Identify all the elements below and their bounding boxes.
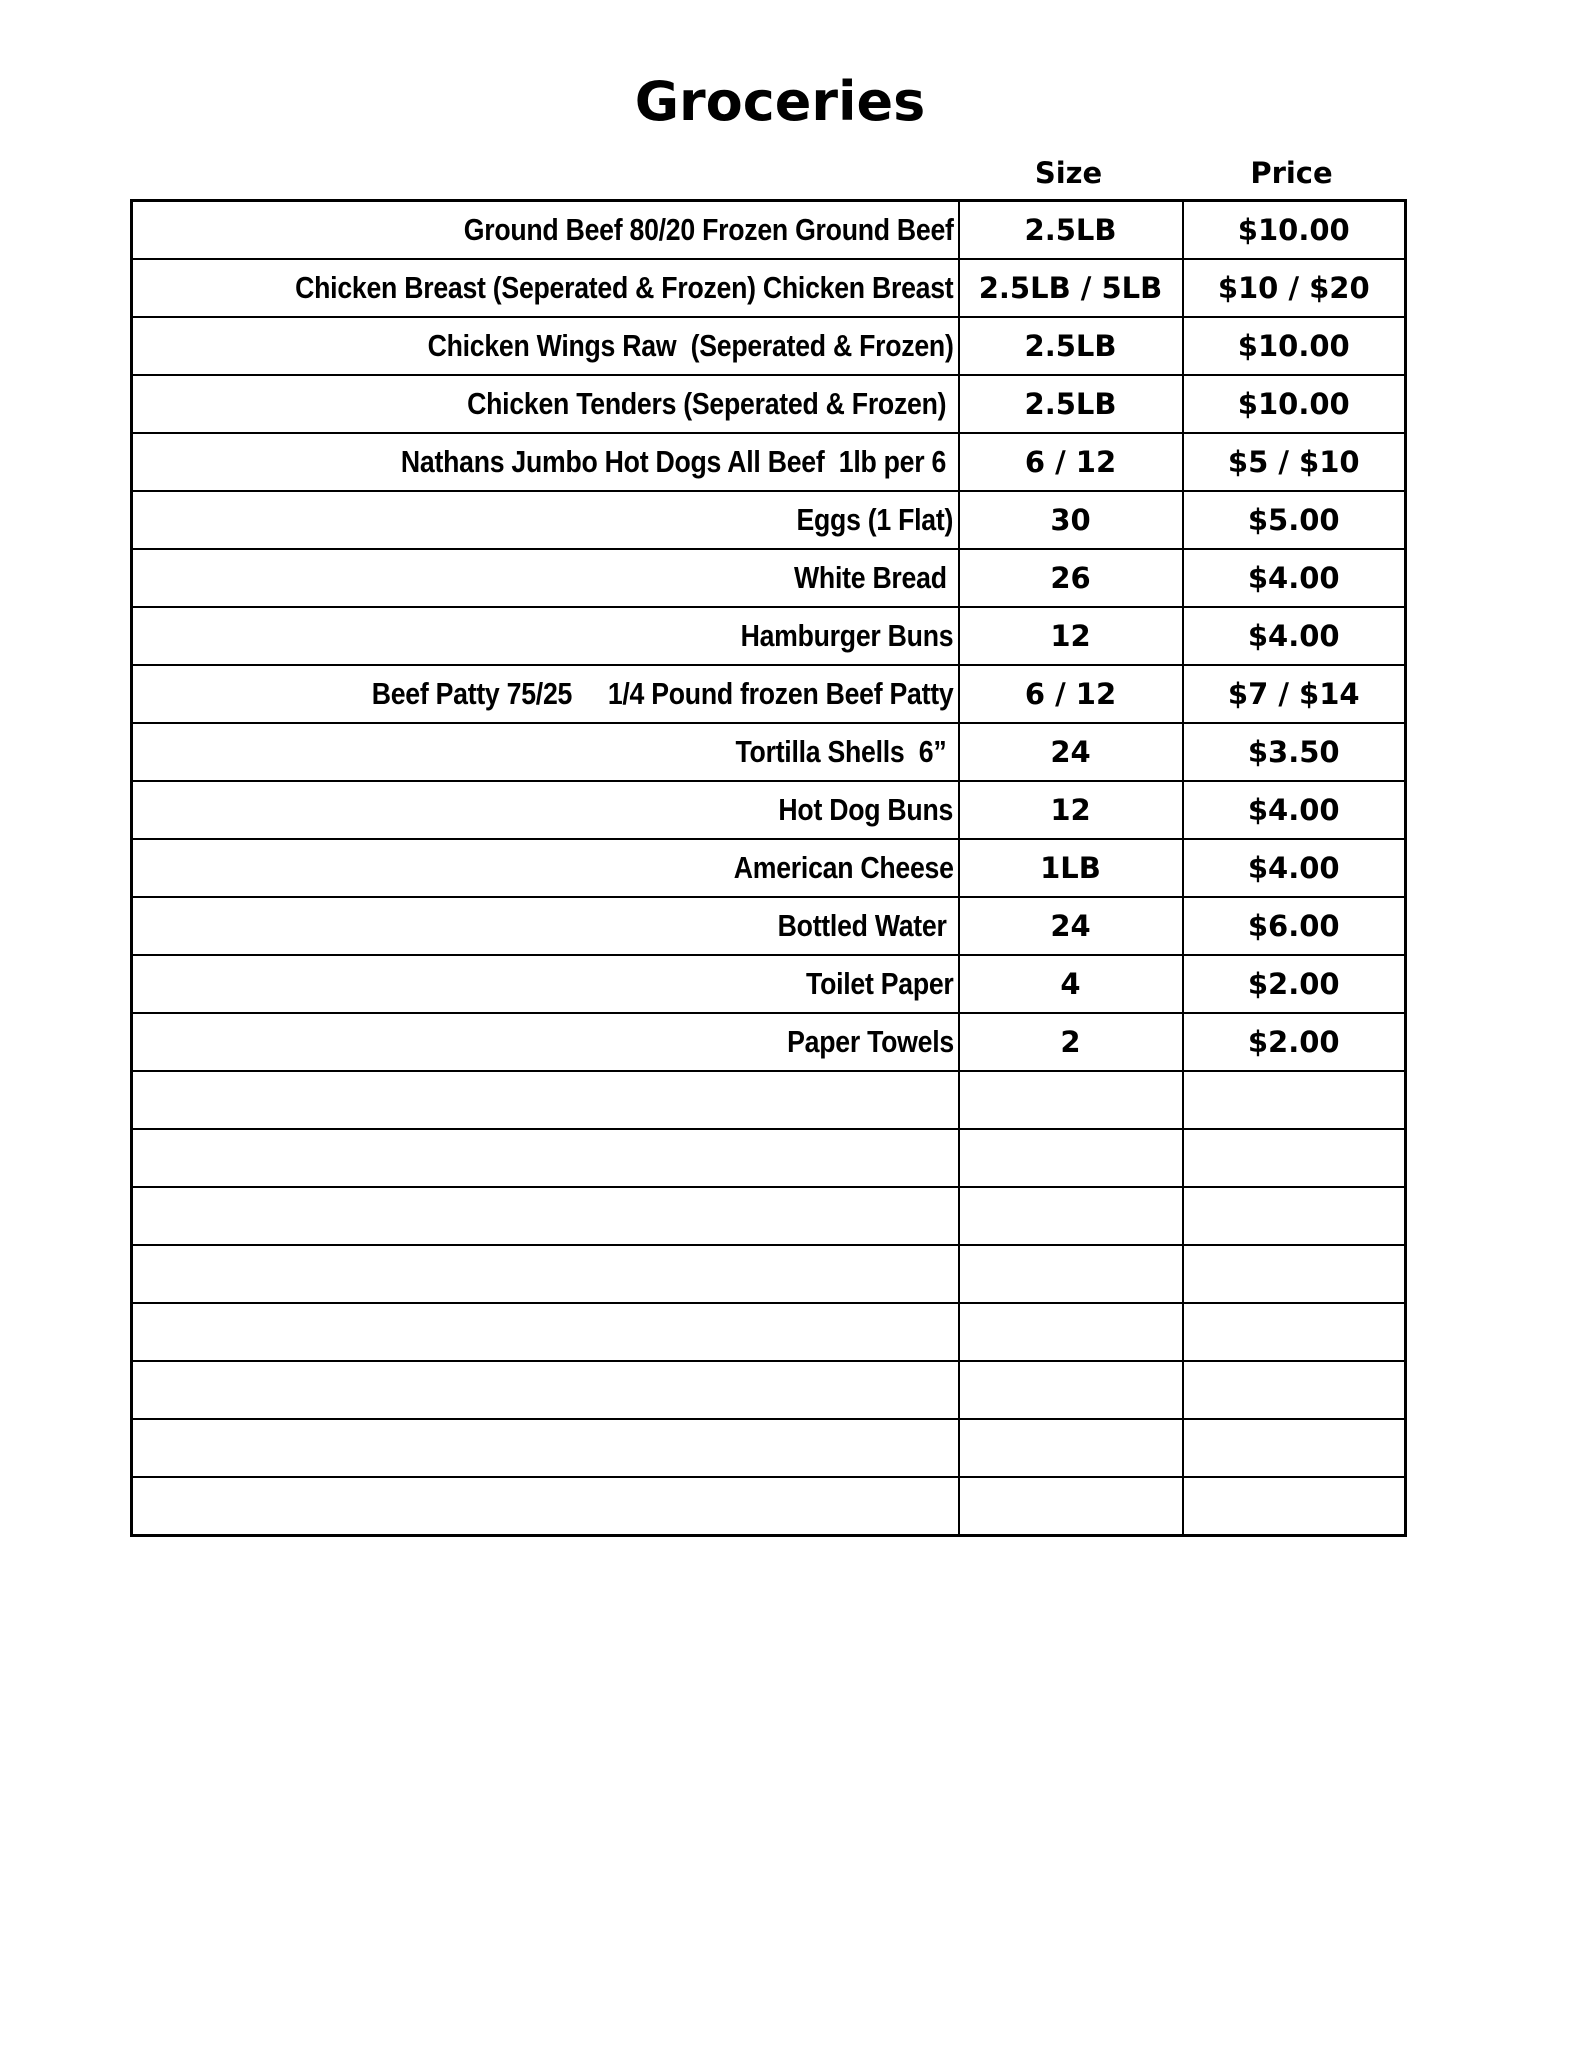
item-name-cell — [132, 1419, 959, 1477]
table-row — [132, 201, 1406, 260]
item-size: 26 — [959, 549, 1183, 607]
table-row — [132, 1071, 1406, 1129]
item-name-cell — [132, 955, 959, 1013]
table-row — [132, 1477, 1406, 1536]
item-name-cell — [132, 375, 959, 433]
price-column-header: Price — [1250, 156, 1333, 190]
item-name-cell — [132, 1013, 959, 1071]
item-name: Tortilla Shells 6” — [735, 734, 954, 769]
table-row — [132, 491, 1406, 549]
item-name-cell — [132, 781, 959, 839]
item-price — [1183, 1129, 1406, 1187]
item-price: $10.00 — [1183, 375, 1406, 433]
item-name-cell — [132, 607, 959, 665]
item-name: Bottled Water — [777, 908, 954, 943]
item-name-cell — [132, 1071, 959, 1129]
item-name: Hot Dog Buns — [778, 792, 954, 827]
item-size — [959, 1129, 1183, 1187]
item-price — [1183, 1245, 1406, 1303]
item-name-cell — [132, 839, 959, 897]
item-price: $10.00 — [1183, 201, 1406, 260]
table-row — [132, 607, 1406, 665]
item-size: 4 — [959, 955, 1183, 1013]
item-size: 30 — [959, 491, 1183, 549]
item-size: 24 — [959, 723, 1183, 781]
item-price: $10.00 — [1183, 317, 1406, 375]
item-size — [959, 1071, 1183, 1129]
item-name: Paper Towels — [786, 1024, 954, 1059]
item-name-cell — [132, 549, 959, 607]
table-row — [132, 839, 1406, 897]
item-name-cell — [132, 317, 959, 375]
item-size: 12 — [959, 607, 1183, 665]
item-name-cell — [132, 665, 959, 723]
table-row — [132, 723, 1406, 781]
item-price: $5 / $10 — [1183, 433, 1406, 491]
item-size — [959, 1419, 1183, 1477]
item-price: $4.00 — [1183, 781, 1406, 839]
item-name: Chicken Wings Raw (Seperated & Frozen) — [427, 328, 954, 363]
item-size — [959, 1303, 1183, 1361]
table-row — [132, 1013, 1406, 1071]
item-price: $2.00 — [1183, 955, 1406, 1013]
item-name-cell — [132, 433, 959, 491]
page-title: Groceries — [634, 70, 926, 133]
item-name-cell — [132, 1129, 959, 1187]
item-price: $3.50 — [1183, 723, 1406, 781]
item-name: Toilet Paper — [805, 966, 954, 1001]
item-size: 12 — [959, 781, 1183, 839]
item-price: $6.00 — [1183, 897, 1406, 955]
table-row — [132, 897, 1406, 955]
item-name-cell — [132, 1187, 959, 1245]
item-name: American Cheese — [733, 850, 954, 885]
item-size: 2.5LB — [959, 201, 1183, 260]
table-row — [132, 317, 1406, 375]
item-price — [1183, 1303, 1406, 1361]
item-price: $4.00 — [1183, 607, 1406, 665]
item-price: $4.00 — [1183, 549, 1406, 607]
item-name-cell — [132, 201, 959, 260]
table-row — [132, 375, 1406, 433]
item-name-cell — [132, 1361, 959, 1419]
item-price — [1183, 1071, 1406, 1129]
item-price: $4.00 — [1183, 839, 1406, 897]
item-size: 2.5LB / 5LB — [959, 259, 1183, 317]
item-name-cell — [132, 897, 959, 955]
table-row — [132, 781, 1406, 839]
item-price — [1183, 1477, 1406, 1536]
item-name-cell — [132, 1477, 959, 1536]
item-price — [1183, 1419, 1406, 1477]
item-size: 2.5LB — [959, 317, 1183, 375]
item-size: 2.5LB — [959, 375, 1183, 433]
item-name: Chicken Tenders (Seperated & Frozen) — [467, 386, 954, 421]
table-row — [132, 1129, 1406, 1187]
item-name: Hamburger Buns — [740, 618, 954, 653]
item-name: Eggs (1 Flat) — [796, 502, 954, 537]
item-size: 2 — [959, 1013, 1183, 1071]
item-price — [1183, 1187, 1406, 1245]
item-size: 24 — [959, 897, 1183, 955]
item-name: Nathans Jumbo Hot Dogs All Beef 1lb per 6 — [401, 444, 954, 479]
table-row — [132, 1303, 1406, 1361]
item-name: Beef Patty 75/25 1/4 Pound frozen Beef Patty — [371, 676, 954, 711]
table-row — [132, 1245, 1406, 1303]
table-row — [132, 1419, 1406, 1477]
item-price: $10 / $20 — [1183, 259, 1406, 317]
item-price: $2.00 — [1183, 1013, 1406, 1071]
item-size: 1LB — [959, 839, 1183, 897]
item-name: White Bread — [793, 560, 954, 595]
item-size: 6 / 12 — [959, 665, 1183, 723]
item-name: Ground Beef 80/20 Frozen Ground Beef — [463, 212, 954, 247]
size-column-header: Size — [1034, 156, 1103, 190]
item-price: $5.00 — [1183, 491, 1406, 549]
item-name-cell — [132, 1245, 959, 1303]
item-price — [1183, 1361, 1406, 1419]
table-row — [132, 955, 1406, 1013]
item-size — [959, 1361, 1183, 1419]
table-row — [132, 665, 1406, 723]
item-name: Chicken Breast (Seperated & Frozen) Chicken Breast — [295, 270, 954, 305]
item-size: 6 / 12 — [959, 433, 1183, 491]
groceries-table — [130, 199, 1407, 1537]
item-price: $7 / $14 — [1183, 665, 1406, 723]
item-name-cell — [132, 259, 959, 317]
item-name-cell — [132, 1303, 959, 1361]
table-row — [132, 1187, 1406, 1245]
table-row — [132, 433, 1406, 491]
item-size — [959, 1245, 1183, 1303]
table-row — [132, 549, 1406, 607]
item-name-cell — [132, 723, 959, 781]
item-size — [959, 1187, 1183, 1245]
table-row — [132, 1361, 1406, 1419]
item-size — [959, 1477, 1183, 1536]
item-name-cell — [132, 491, 959, 549]
table-row — [132, 259, 1406, 317]
